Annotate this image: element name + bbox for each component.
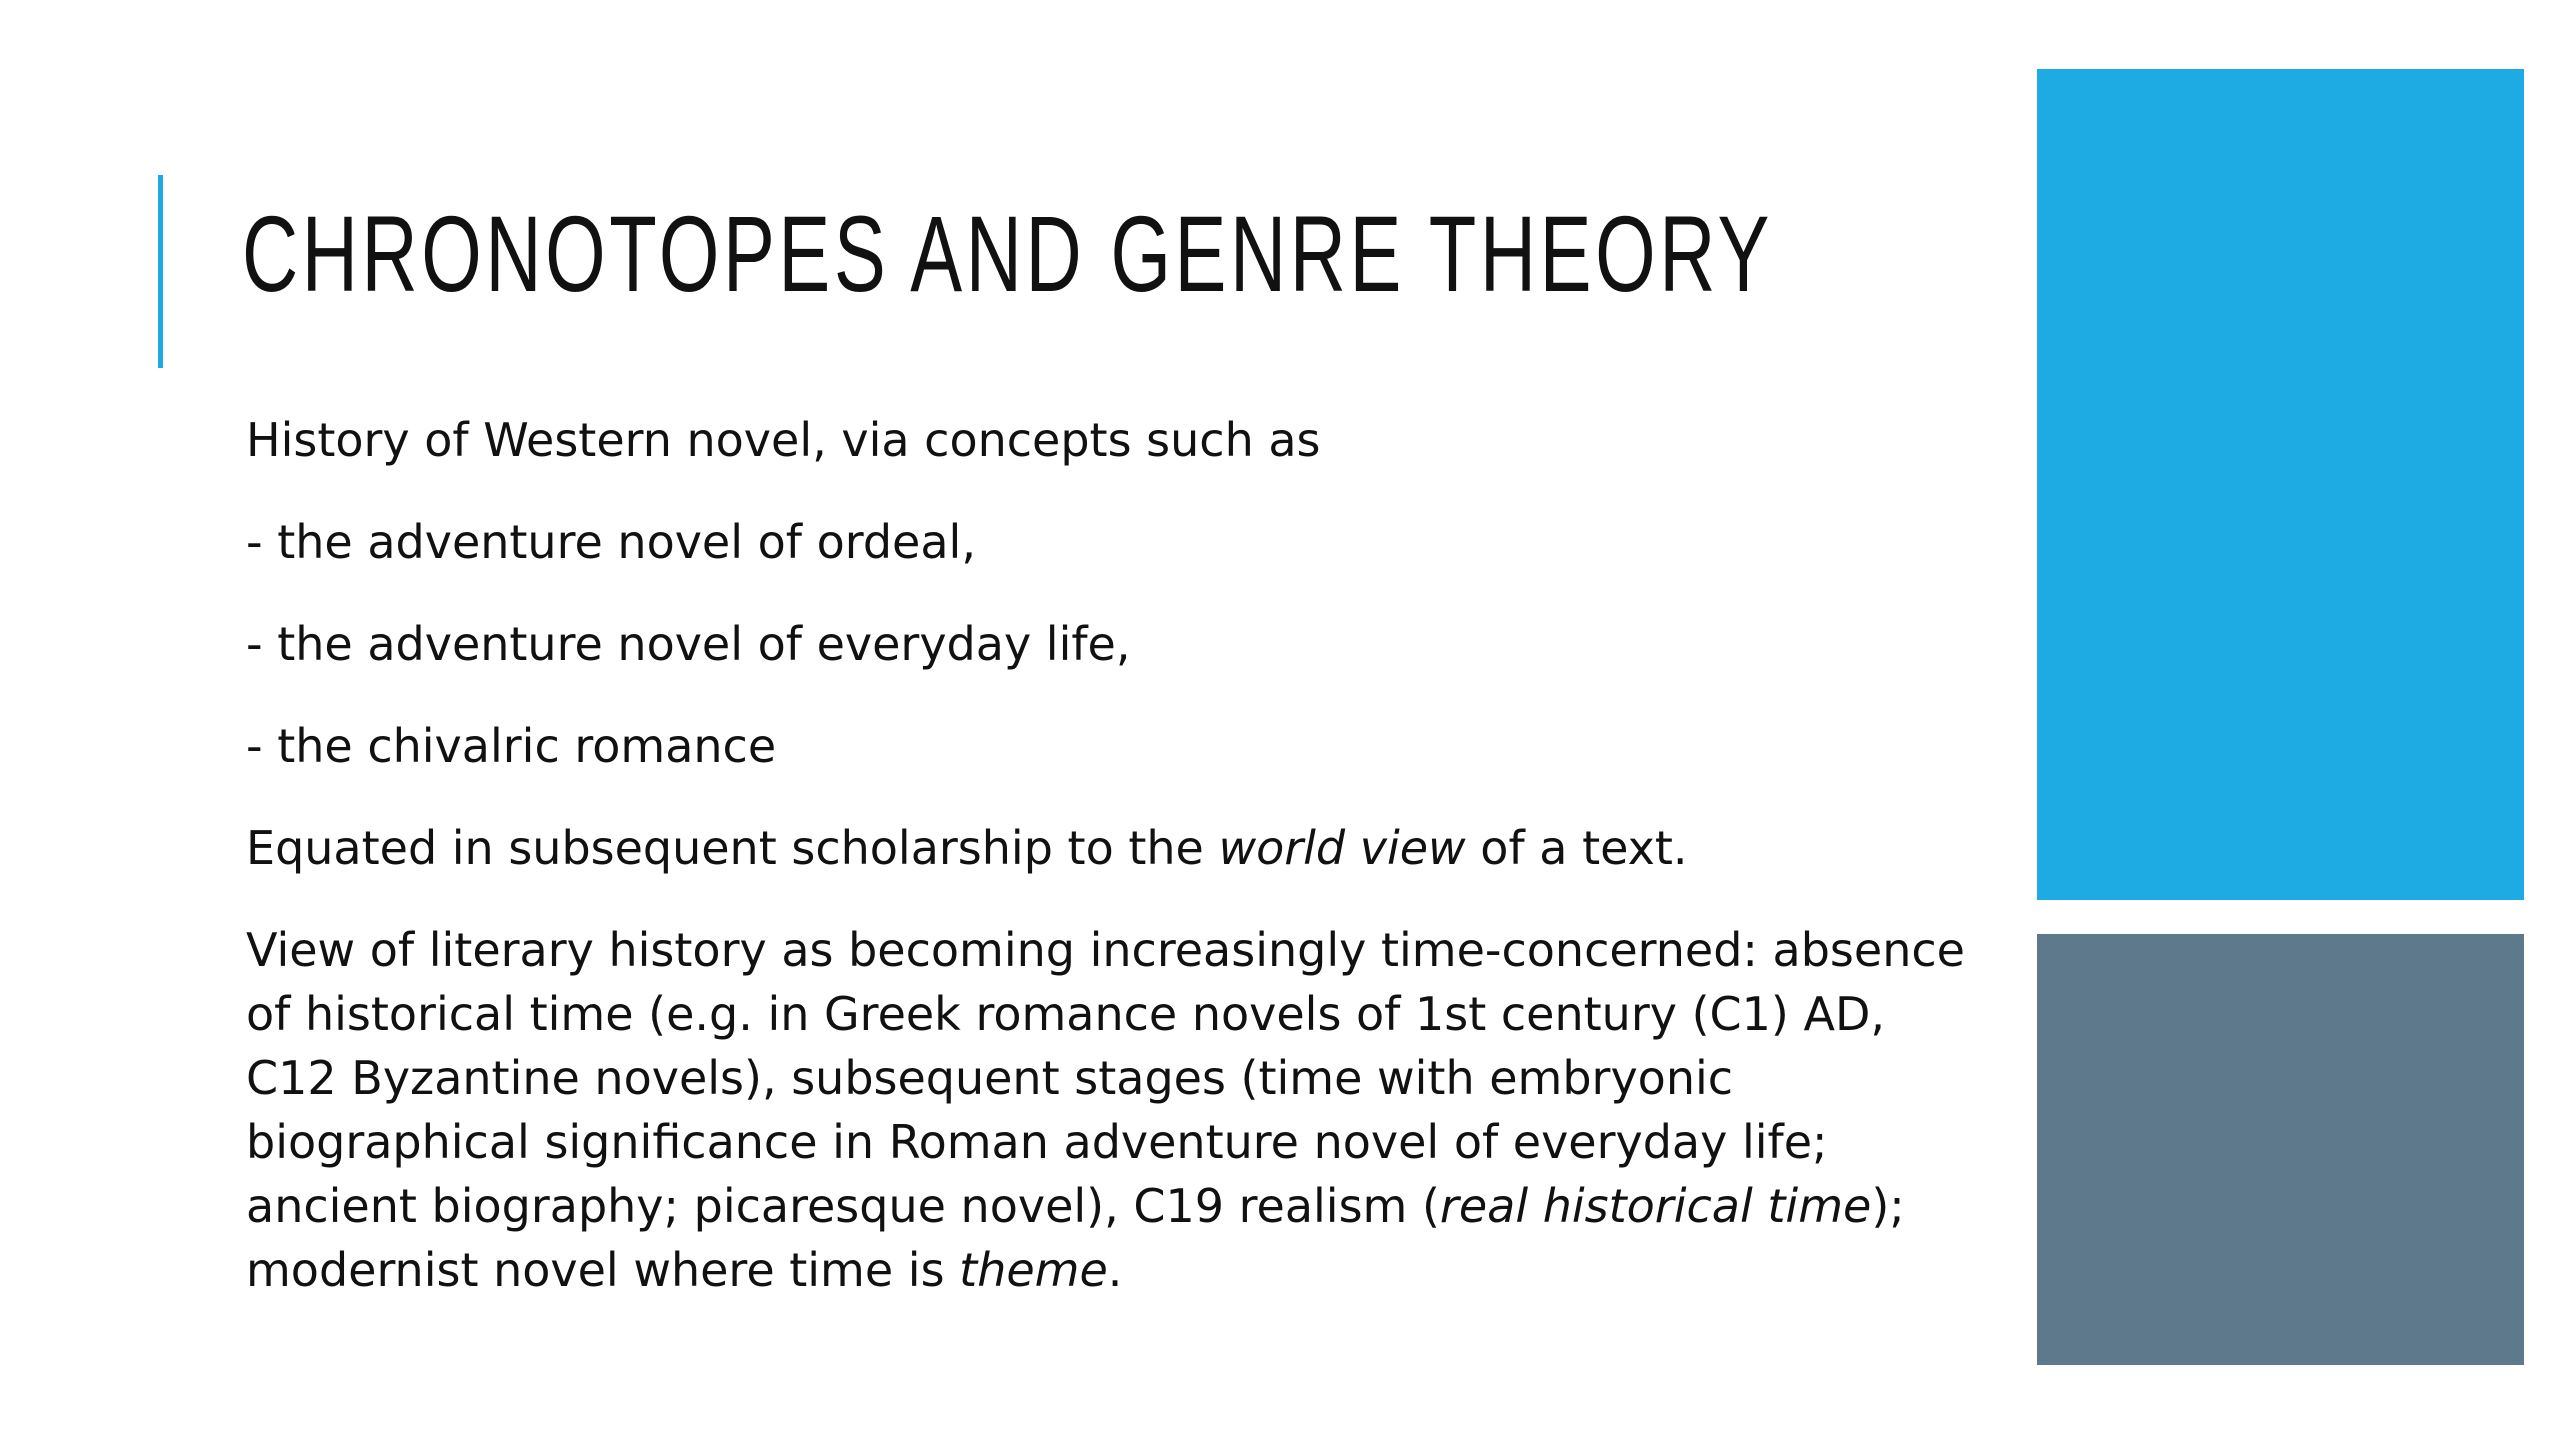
bullet-everyday-life: - the adventure novel of everyday life, xyxy=(246,617,1131,671)
history-emphasis-theme: theme xyxy=(959,1243,1108,1297)
history-text-part1: View of literary history as becoming increasingly time-concerned: absence of historical time (e.g. in Greek romance novels of 1st century (C1) AD, C12 Byzantine novels), subsequent stages (time with embryonic biographical significance in Roman adventure novel of everyday life; ancient biography; picaresque novel), C19 realism ( xyxy=(246,923,1965,1233)
history-emphasis-real-time: real historical time xyxy=(1439,1179,1872,1233)
decorative-blue-block xyxy=(2037,69,2524,900)
literary-history-paragraph xyxy=(246,918,1966,1302)
bullet-ordeal: - the adventure novel of ordeal, xyxy=(246,515,976,569)
decorative-slate-block xyxy=(2037,934,2524,1365)
history-text-part3: . xyxy=(1107,1243,1123,1297)
slide-body xyxy=(246,408,1966,1340)
title-accent-rule xyxy=(158,175,163,368)
world-view-emphasis: world view xyxy=(1218,821,1466,875)
history-text-part2: ); modernist novel where time is xyxy=(246,1179,1905,1297)
slide-title: CHRONOTOPES AND GENRE THEORY xyxy=(242,193,1774,314)
bullet-chivalric-romance: - the chivalric romance xyxy=(246,719,777,773)
world-view-before: Equated in subsequent scholarship to the xyxy=(246,821,1219,875)
world-view-after: of a text. xyxy=(1465,821,1688,875)
intro-text: History of Western novel, via concepts such as xyxy=(246,413,1321,467)
world-view-paragraph xyxy=(246,816,1966,880)
